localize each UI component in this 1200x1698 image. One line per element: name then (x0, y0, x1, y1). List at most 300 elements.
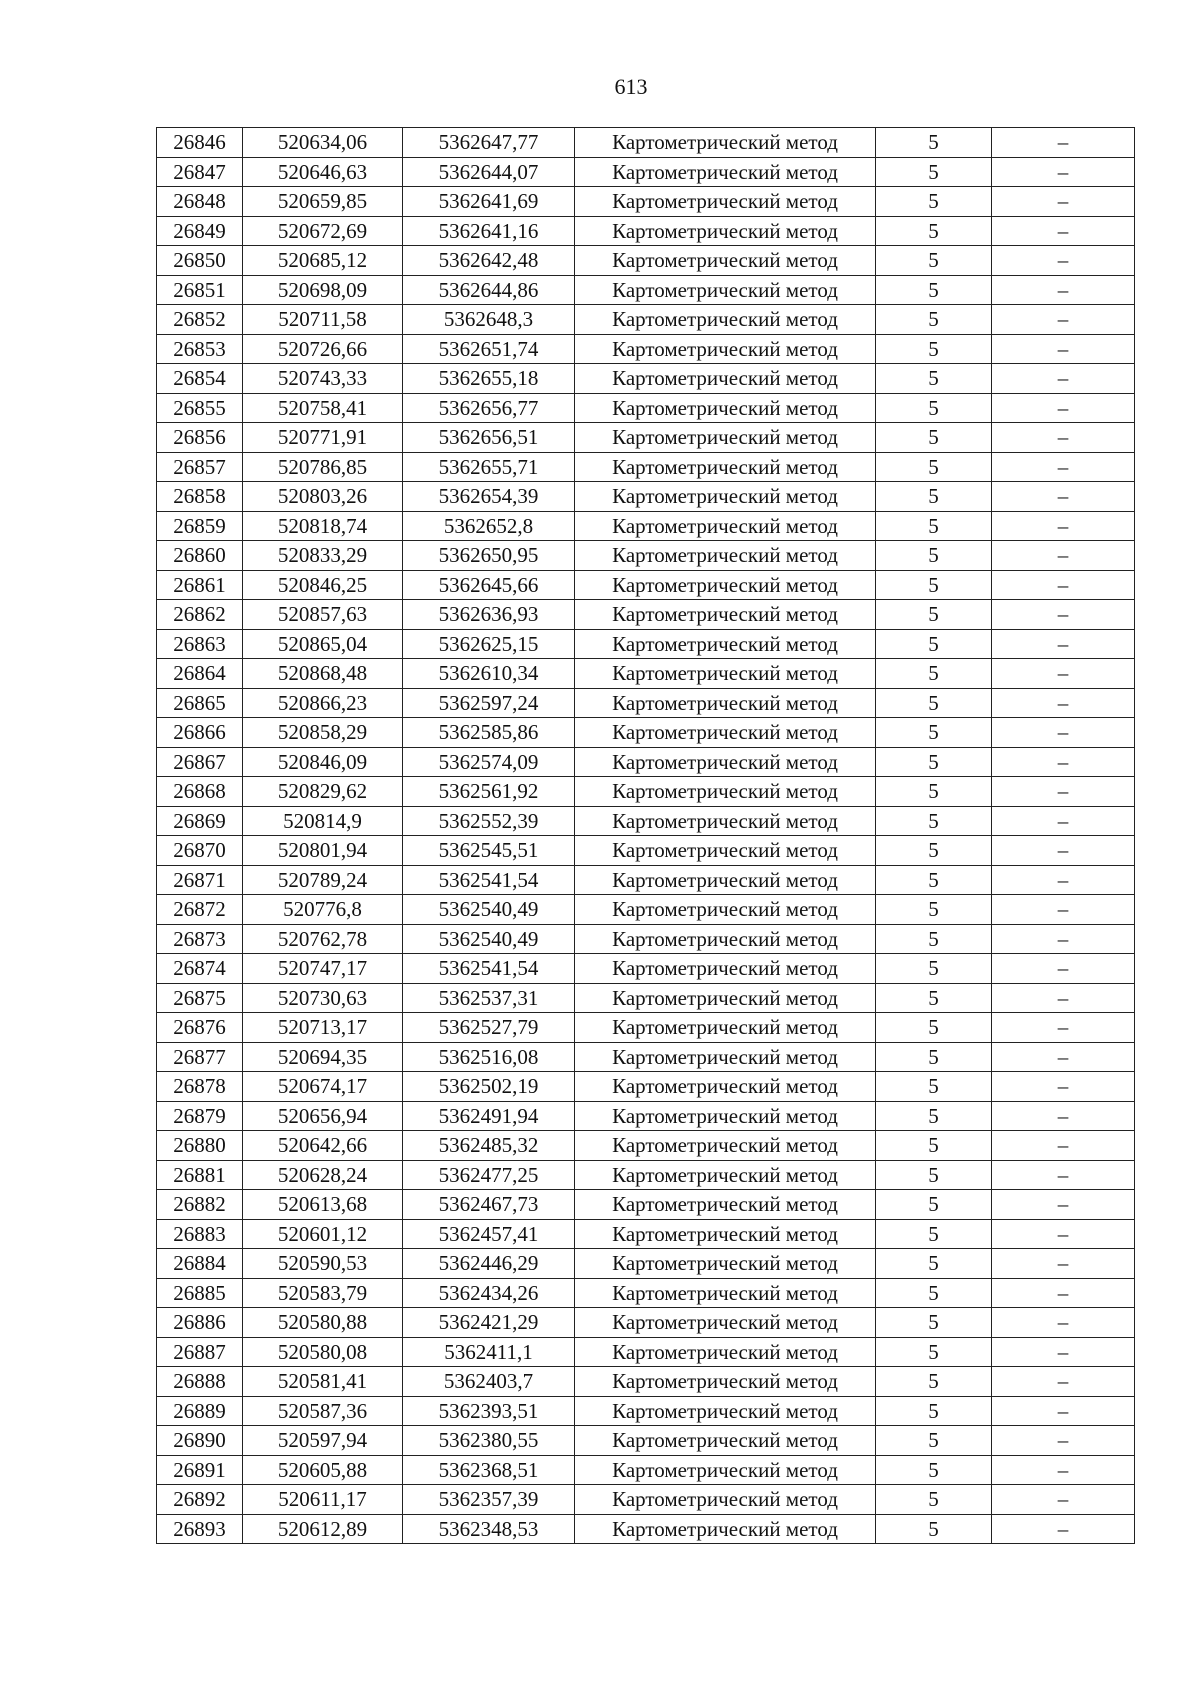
accuracy-cell: 5 (876, 305, 992, 335)
accuracy-cell: 5 (876, 806, 992, 836)
x-coordinate-cell: 520646,63 (243, 157, 403, 187)
y-coordinate-cell: 5362434,26 (403, 1278, 575, 1308)
y-coordinate-cell: 5362561,92 (403, 777, 575, 807)
x-coordinate-cell: 520846,09 (243, 747, 403, 777)
method-cell: Картометрический метод (575, 1101, 876, 1131)
description-cell: – (992, 1042, 1135, 1072)
x-coordinate-cell: 520581,41 (243, 1367, 403, 1397)
description-cell: – (992, 364, 1135, 394)
description-cell: – (992, 806, 1135, 836)
method-cell: Картометрический метод (575, 1072, 876, 1102)
method-cell: Картометрический метод (575, 1426, 876, 1456)
point-number-cell: 26891 (157, 1455, 243, 1485)
description-cell: – (992, 895, 1135, 925)
method-cell: Картометрический метод (575, 1308, 876, 1338)
x-coordinate-cell: 520814,9 (243, 806, 403, 836)
table-row (157, 364, 1135, 394)
x-coordinate-cell: 520612,89 (243, 1514, 403, 1544)
point-number-cell: 26872 (157, 895, 243, 925)
description-cell: – (992, 1278, 1135, 1308)
accuracy-cell: 5 (876, 334, 992, 364)
point-number-cell: 26866 (157, 718, 243, 748)
table-row (157, 1072, 1135, 1102)
y-coordinate-cell: 5362537,31 (403, 983, 575, 1013)
accuracy-cell: 5 (876, 1072, 992, 1102)
table-row (157, 1367, 1135, 1397)
description-cell: – (992, 216, 1135, 246)
point-number-cell: 26874 (157, 954, 243, 984)
x-coordinate-cell: 520801,94 (243, 836, 403, 866)
point-number-cell: 26871 (157, 865, 243, 895)
method-cell: Картометрический метод (575, 865, 876, 895)
accuracy-cell: 5 (876, 688, 992, 718)
accuracy-cell: 5 (876, 983, 992, 1013)
description-cell: – (992, 1396, 1135, 1426)
method-cell: Картометрический метод (575, 570, 876, 600)
accuracy-cell: 5 (876, 482, 992, 512)
description-cell: – (992, 777, 1135, 807)
point-number-cell: 26854 (157, 364, 243, 394)
accuracy-cell: 5 (876, 600, 992, 630)
accuracy-cell: 5 (876, 747, 992, 777)
y-coordinate-cell: 5362541,54 (403, 954, 575, 984)
accuracy-cell: 5 (876, 1367, 992, 1397)
method-cell: Картометрический метод (575, 423, 876, 453)
description-cell: – (992, 305, 1135, 335)
y-coordinate-cell: 5362645,66 (403, 570, 575, 600)
method-cell: Картометрический метод (575, 511, 876, 541)
method-cell: Картометрический метод (575, 128, 876, 158)
point-number-cell: 26873 (157, 924, 243, 954)
point-number-cell: 26849 (157, 216, 243, 246)
y-coordinate-cell: 5362545,51 (403, 836, 575, 866)
description-cell: – (992, 1337, 1135, 1367)
table-row (157, 1396, 1135, 1426)
description-cell: – (992, 983, 1135, 1013)
page-number: 613 (614, 74, 648, 99)
table-row (157, 423, 1135, 453)
y-coordinate-cell: 5362647,77 (403, 128, 575, 158)
x-coordinate-cell: 520587,36 (243, 1396, 403, 1426)
accuracy-cell: 5 (876, 157, 992, 187)
y-coordinate-cell: 5362644,07 (403, 157, 575, 187)
table-row (157, 1160, 1135, 1190)
x-coordinate-cell: 520865,04 (243, 629, 403, 659)
point-number-cell: 26852 (157, 305, 243, 335)
method-cell: Картометрический метод (575, 1485, 876, 1515)
accuracy-cell: 5 (876, 1278, 992, 1308)
table-row (157, 187, 1135, 217)
method-cell: Картометрический метод (575, 747, 876, 777)
table-row (157, 1101, 1135, 1131)
point-number-cell: 26893 (157, 1514, 243, 1544)
x-coordinate-cell: 520634,06 (243, 128, 403, 158)
table-row (157, 1455, 1135, 1485)
x-coordinate-cell: 520762,78 (243, 924, 403, 954)
accuracy-cell: 5 (876, 954, 992, 984)
description-cell: – (992, 718, 1135, 748)
x-coordinate-cell: 520580,08 (243, 1337, 403, 1367)
x-coordinate-cell: 520685,12 (243, 246, 403, 276)
description-cell: – (992, 1160, 1135, 1190)
description-cell: – (992, 1101, 1135, 1131)
description-cell: – (992, 1308, 1135, 1338)
y-coordinate-cell: 5362516,08 (403, 1042, 575, 1072)
description-cell: – (992, 452, 1135, 482)
point-number-cell: 26890 (157, 1426, 243, 1456)
table-row (157, 954, 1135, 984)
y-coordinate-cell: 5362597,24 (403, 688, 575, 718)
point-number-cell: 26868 (157, 777, 243, 807)
description-cell: – (992, 275, 1135, 305)
method-cell: Картометрический метод (575, 629, 876, 659)
table-row (157, 1278, 1135, 1308)
method-cell: Картометрический метод (575, 393, 876, 423)
table-row (157, 1485, 1135, 1515)
description-cell: – (992, 836, 1135, 866)
method-cell: Картометрический метод (575, 1249, 876, 1279)
point-number-cell: 26880 (157, 1131, 243, 1161)
method-cell: Картометрический метод (575, 836, 876, 866)
y-coordinate-cell: 5362610,34 (403, 659, 575, 689)
description-cell: – (992, 157, 1135, 187)
method-cell: Картометрический метод (575, 187, 876, 217)
table-row (157, 305, 1135, 335)
x-coordinate-cell: 520758,41 (243, 393, 403, 423)
x-coordinate-cell: 520866,23 (243, 688, 403, 718)
accuracy-cell: 5 (876, 246, 992, 276)
table-row (157, 777, 1135, 807)
y-coordinate-cell: 5362636,93 (403, 600, 575, 630)
x-coordinate-cell: 520659,85 (243, 187, 403, 217)
accuracy-cell: 5 (876, 1131, 992, 1161)
accuracy-cell: 5 (876, 1190, 992, 1220)
method-cell: Картометрический метод (575, 1455, 876, 1485)
point-number-cell: 26850 (157, 246, 243, 276)
table-row (157, 1308, 1135, 1338)
table-row (157, 275, 1135, 305)
table-row (157, 246, 1135, 276)
point-number-cell: 26856 (157, 423, 243, 453)
y-coordinate-cell: 5362641,16 (403, 216, 575, 246)
table-row (157, 1042, 1135, 1072)
description-cell: – (992, 1013, 1135, 1043)
y-coordinate-cell: 5362541,54 (403, 865, 575, 895)
y-coordinate-cell: 5362585,86 (403, 718, 575, 748)
method-cell: Картометрический метод (575, 983, 876, 1013)
method-cell: Картометрический метод (575, 1160, 876, 1190)
point-number-cell: 26848 (157, 187, 243, 217)
y-coordinate-cell: 5362651,74 (403, 334, 575, 364)
method-cell: Картометрический метод (575, 541, 876, 571)
accuracy-cell: 5 (876, 629, 992, 659)
x-coordinate-cell: 520818,74 (243, 511, 403, 541)
y-coordinate-cell: 5362491,94 (403, 1101, 575, 1131)
description-cell: – (992, 629, 1135, 659)
method-cell: Картометрический метод (575, 482, 876, 512)
table-row (157, 600, 1135, 630)
coordinates-table-body (157, 128, 1135, 1544)
y-coordinate-cell: 5362644,86 (403, 275, 575, 305)
x-coordinate-cell: 520776,8 (243, 895, 403, 925)
accuracy-cell: 5 (876, 865, 992, 895)
method-cell: Картометрический метод (575, 659, 876, 689)
y-coordinate-cell: 5362540,49 (403, 895, 575, 925)
point-number-cell: 26863 (157, 629, 243, 659)
description-cell: – (992, 1249, 1135, 1279)
y-coordinate-cell: 5362642,48 (403, 246, 575, 276)
description-cell: – (992, 1190, 1135, 1220)
accuracy-cell: 5 (876, 570, 992, 600)
point-number-cell: 26859 (157, 511, 243, 541)
x-coordinate-cell: 520605,88 (243, 1455, 403, 1485)
x-coordinate-cell: 520694,35 (243, 1042, 403, 1072)
x-coordinate-cell: 520743,33 (243, 364, 403, 394)
x-coordinate-cell: 520747,17 (243, 954, 403, 984)
description-cell: – (992, 423, 1135, 453)
table-row (157, 482, 1135, 512)
table-row (157, 1249, 1135, 1279)
point-number-cell: 26862 (157, 600, 243, 630)
coordinates-table (156, 127, 1135, 1544)
point-number-cell: 26881 (157, 1160, 243, 1190)
y-coordinate-cell: 5362655,18 (403, 364, 575, 394)
table-row (157, 157, 1135, 187)
x-coordinate-cell: 520601,12 (243, 1219, 403, 1249)
y-coordinate-cell: 5362650,95 (403, 541, 575, 571)
y-coordinate-cell: 5362368,51 (403, 1455, 575, 1485)
description-cell: – (992, 1219, 1135, 1249)
method-cell: Картометрический метод (575, 1367, 876, 1397)
x-coordinate-cell: 520583,79 (243, 1278, 403, 1308)
point-number-cell: 26847 (157, 157, 243, 187)
table-row (157, 1426, 1135, 1456)
y-coordinate-cell: 5362393,51 (403, 1396, 575, 1426)
table-row (157, 570, 1135, 600)
point-number-cell: 26892 (157, 1485, 243, 1515)
description-cell: – (992, 1072, 1135, 1102)
table-row (157, 718, 1135, 748)
description-cell: – (992, 541, 1135, 571)
table-row (157, 216, 1135, 246)
y-coordinate-cell: 5362540,49 (403, 924, 575, 954)
description-cell: – (992, 1455, 1135, 1485)
x-coordinate-cell: 520857,63 (243, 600, 403, 630)
method-cell: Картометрический метод (575, 600, 876, 630)
x-coordinate-cell: 520786,85 (243, 452, 403, 482)
table-row (157, 924, 1135, 954)
method-cell: Картометрический метод (575, 777, 876, 807)
accuracy-cell: 5 (876, 718, 992, 748)
accuracy-cell: 5 (876, 1013, 992, 1043)
description-cell: – (992, 246, 1135, 276)
x-coordinate-cell: 520613,68 (243, 1190, 403, 1220)
description-cell: – (992, 600, 1135, 630)
method-cell: Картометрический метод (575, 1219, 876, 1249)
description-cell: – (992, 924, 1135, 954)
description-cell: – (992, 1485, 1135, 1515)
method-cell: Картометрический метод (575, 1131, 876, 1161)
accuracy-cell: 5 (876, 895, 992, 925)
x-coordinate-cell: 520771,91 (243, 423, 403, 453)
x-coordinate-cell: 520730,63 (243, 983, 403, 1013)
x-coordinate-cell: 520726,66 (243, 334, 403, 364)
point-number-cell: 26878 (157, 1072, 243, 1102)
accuracy-cell: 5 (876, 511, 992, 541)
method-cell: Картометрический метод (575, 1337, 876, 1367)
table-row (157, 1337, 1135, 1367)
y-coordinate-cell: 5362552,39 (403, 806, 575, 836)
description-cell: – (992, 659, 1135, 689)
method-cell: Картометрический метод (575, 924, 876, 954)
x-coordinate-cell: 520580,88 (243, 1308, 403, 1338)
accuracy-cell: 5 (876, 924, 992, 954)
y-coordinate-cell: 5362477,25 (403, 1160, 575, 1190)
accuracy-cell: 5 (876, 128, 992, 158)
point-number-cell: 26875 (157, 983, 243, 1013)
y-coordinate-cell: 5362380,55 (403, 1426, 575, 1456)
point-number-cell: 26889 (157, 1396, 243, 1426)
point-number-cell: 26882 (157, 1190, 243, 1220)
accuracy-cell: 5 (876, 275, 992, 305)
point-number-cell: 26886 (157, 1308, 243, 1338)
method-cell: Картометрический метод (575, 305, 876, 335)
y-coordinate-cell: 5362652,8 (403, 511, 575, 541)
method-cell: Картометрический метод (575, 157, 876, 187)
method-cell: Картометрический метод (575, 1013, 876, 1043)
y-coordinate-cell: 5362485,32 (403, 1131, 575, 1161)
point-number-cell: 26851 (157, 275, 243, 305)
method-cell: Картометрический метод (575, 246, 876, 276)
x-coordinate-cell: 520713,17 (243, 1013, 403, 1043)
y-coordinate-cell: 5362348,53 (403, 1514, 575, 1544)
y-coordinate-cell: 5362574,09 (403, 747, 575, 777)
table-row (157, 747, 1135, 777)
table-row (157, 983, 1135, 1013)
description-cell: – (992, 482, 1135, 512)
accuracy-cell: 5 (876, 1308, 992, 1338)
table-row (157, 541, 1135, 571)
accuracy-cell: 5 (876, 364, 992, 394)
x-coordinate-cell: 520674,17 (243, 1072, 403, 1102)
point-number-cell: 26869 (157, 806, 243, 836)
description-cell: – (992, 1131, 1135, 1161)
method-cell: Картометрический метод (575, 1042, 876, 1072)
description-cell: – (992, 954, 1135, 984)
method-cell: Картометрический метод (575, 1278, 876, 1308)
y-coordinate-cell: 5362641,69 (403, 187, 575, 217)
x-coordinate-cell: 520868,48 (243, 659, 403, 689)
accuracy-cell: 5 (876, 1249, 992, 1279)
table-row (157, 629, 1135, 659)
method-cell: Картометрический метод (575, 216, 876, 246)
x-coordinate-cell: 520789,24 (243, 865, 403, 895)
point-number-cell: 26855 (157, 393, 243, 423)
method-cell: Картометрический метод (575, 688, 876, 718)
method-cell: Картометрический метод (575, 334, 876, 364)
accuracy-cell: 5 (876, 216, 992, 246)
description-cell: – (992, 393, 1135, 423)
y-coordinate-cell: 5362527,79 (403, 1013, 575, 1043)
accuracy-cell: 5 (876, 1514, 992, 1544)
x-coordinate-cell: 520656,94 (243, 1101, 403, 1131)
y-coordinate-cell: 5362656,51 (403, 423, 575, 453)
description-cell: – (992, 1514, 1135, 1544)
method-cell: Картометрический метод (575, 452, 876, 482)
x-coordinate-cell: 520833,29 (243, 541, 403, 571)
accuracy-cell: 5 (876, 541, 992, 571)
accuracy-cell: 5 (876, 1160, 992, 1190)
accuracy-cell: 5 (876, 836, 992, 866)
y-coordinate-cell: 5362654,39 (403, 482, 575, 512)
accuracy-cell: 5 (876, 423, 992, 453)
table-row (157, 1131, 1135, 1161)
table-row (157, 865, 1135, 895)
y-coordinate-cell: 5362411,1 (403, 1337, 575, 1367)
point-number-cell: 26853 (157, 334, 243, 364)
point-number-cell: 26860 (157, 541, 243, 571)
description-cell: – (992, 865, 1135, 895)
x-coordinate-cell: 520611,17 (243, 1485, 403, 1515)
x-coordinate-cell: 520672,69 (243, 216, 403, 246)
point-number-cell: 26883 (157, 1219, 243, 1249)
point-number-cell: 26846 (157, 128, 243, 158)
accuracy-cell: 5 (876, 1219, 992, 1249)
accuracy-cell: 5 (876, 393, 992, 423)
table-row (157, 1514, 1135, 1544)
accuracy-cell: 5 (876, 452, 992, 482)
description-cell: – (992, 511, 1135, 541)
accuracy-cell: 5 (876, 1396, 992, 1426)
method-cell: Картометрический метод (575, 275, 876, 305)
table-row (157, 688, 1135, 718)
y-coordinate-cell: 5362648,3 (403, 305, 575, 335)
table-row (157, 393, 1135, 423)
y-coordinate-cell: 5362446,29 (403, 1249, 575, 1279)
x-coordinate-cell: 520846,25 (243, 570, 403, 600)
x-coordinate-cell: 520711,58 (243, 305, 403, 335)
description-cell: – (992, 128, 1135, 158)
accuracy-cell: 5 (876, 187, 992, 217)
x-coordinate-cell: 520590,53 (243, 1249, 403, 1279)
table-row (157, 1013, 1135, 1043)
y-coordinate-cell: 5362357,39 (403, 1485, 575, 1515)
method-cell: Картометрический метод (575, 1396, 876, 1426)
x-coordinate-cell: 520628,24 (243, 1160, 403, 1190)
x-coordinate-cell: 520803,26 (243, 482, 403, 512)
point-number-cell: 26884 (157, 1249, 243, 1279)
table-row (157, 511, 1135, 541)
table-row (157, 659, 1135, 689)
point-number-cell: 26876 (157, 1013, 243, 1043)
method-cell: Картометрический метод (575, 1190, 876, 1220)
accuracy-cell: 5 (876, 1455, 992, 1485)
table-row (157, 128, 1135, 158)
method-cell: Картометрический метод (575, 954, 876, 984)
accuracy-cell: 5 (876, 777, 992, 807)
accuracy-cell: 5 (876, 659, 992, 689)
point-number-cell: 26885 (157, 1278, 243, 1308)
y-coordinate-cell: 5362457,41 (403, 1219, 575, 1249)
point-number-cell: 26870 (157, 836, 243, 866)
y-coordinate-cell: 5362655,71 (403, 452, 575, 482)
description-cell: – (992, 688, 1135, 718)
y-coordinate-cell: 5362467,73 (403, 1190, 575, 1220)
x-coordinate-cell: 520698,09 (243, 275, 403, 305)
accuracy-cell: 5 (876, 1426, 992, 1456)
table-row (157, 806, 1135, 836)
method-cell: Картометрический метод (575, 1514, 876, 1544)
